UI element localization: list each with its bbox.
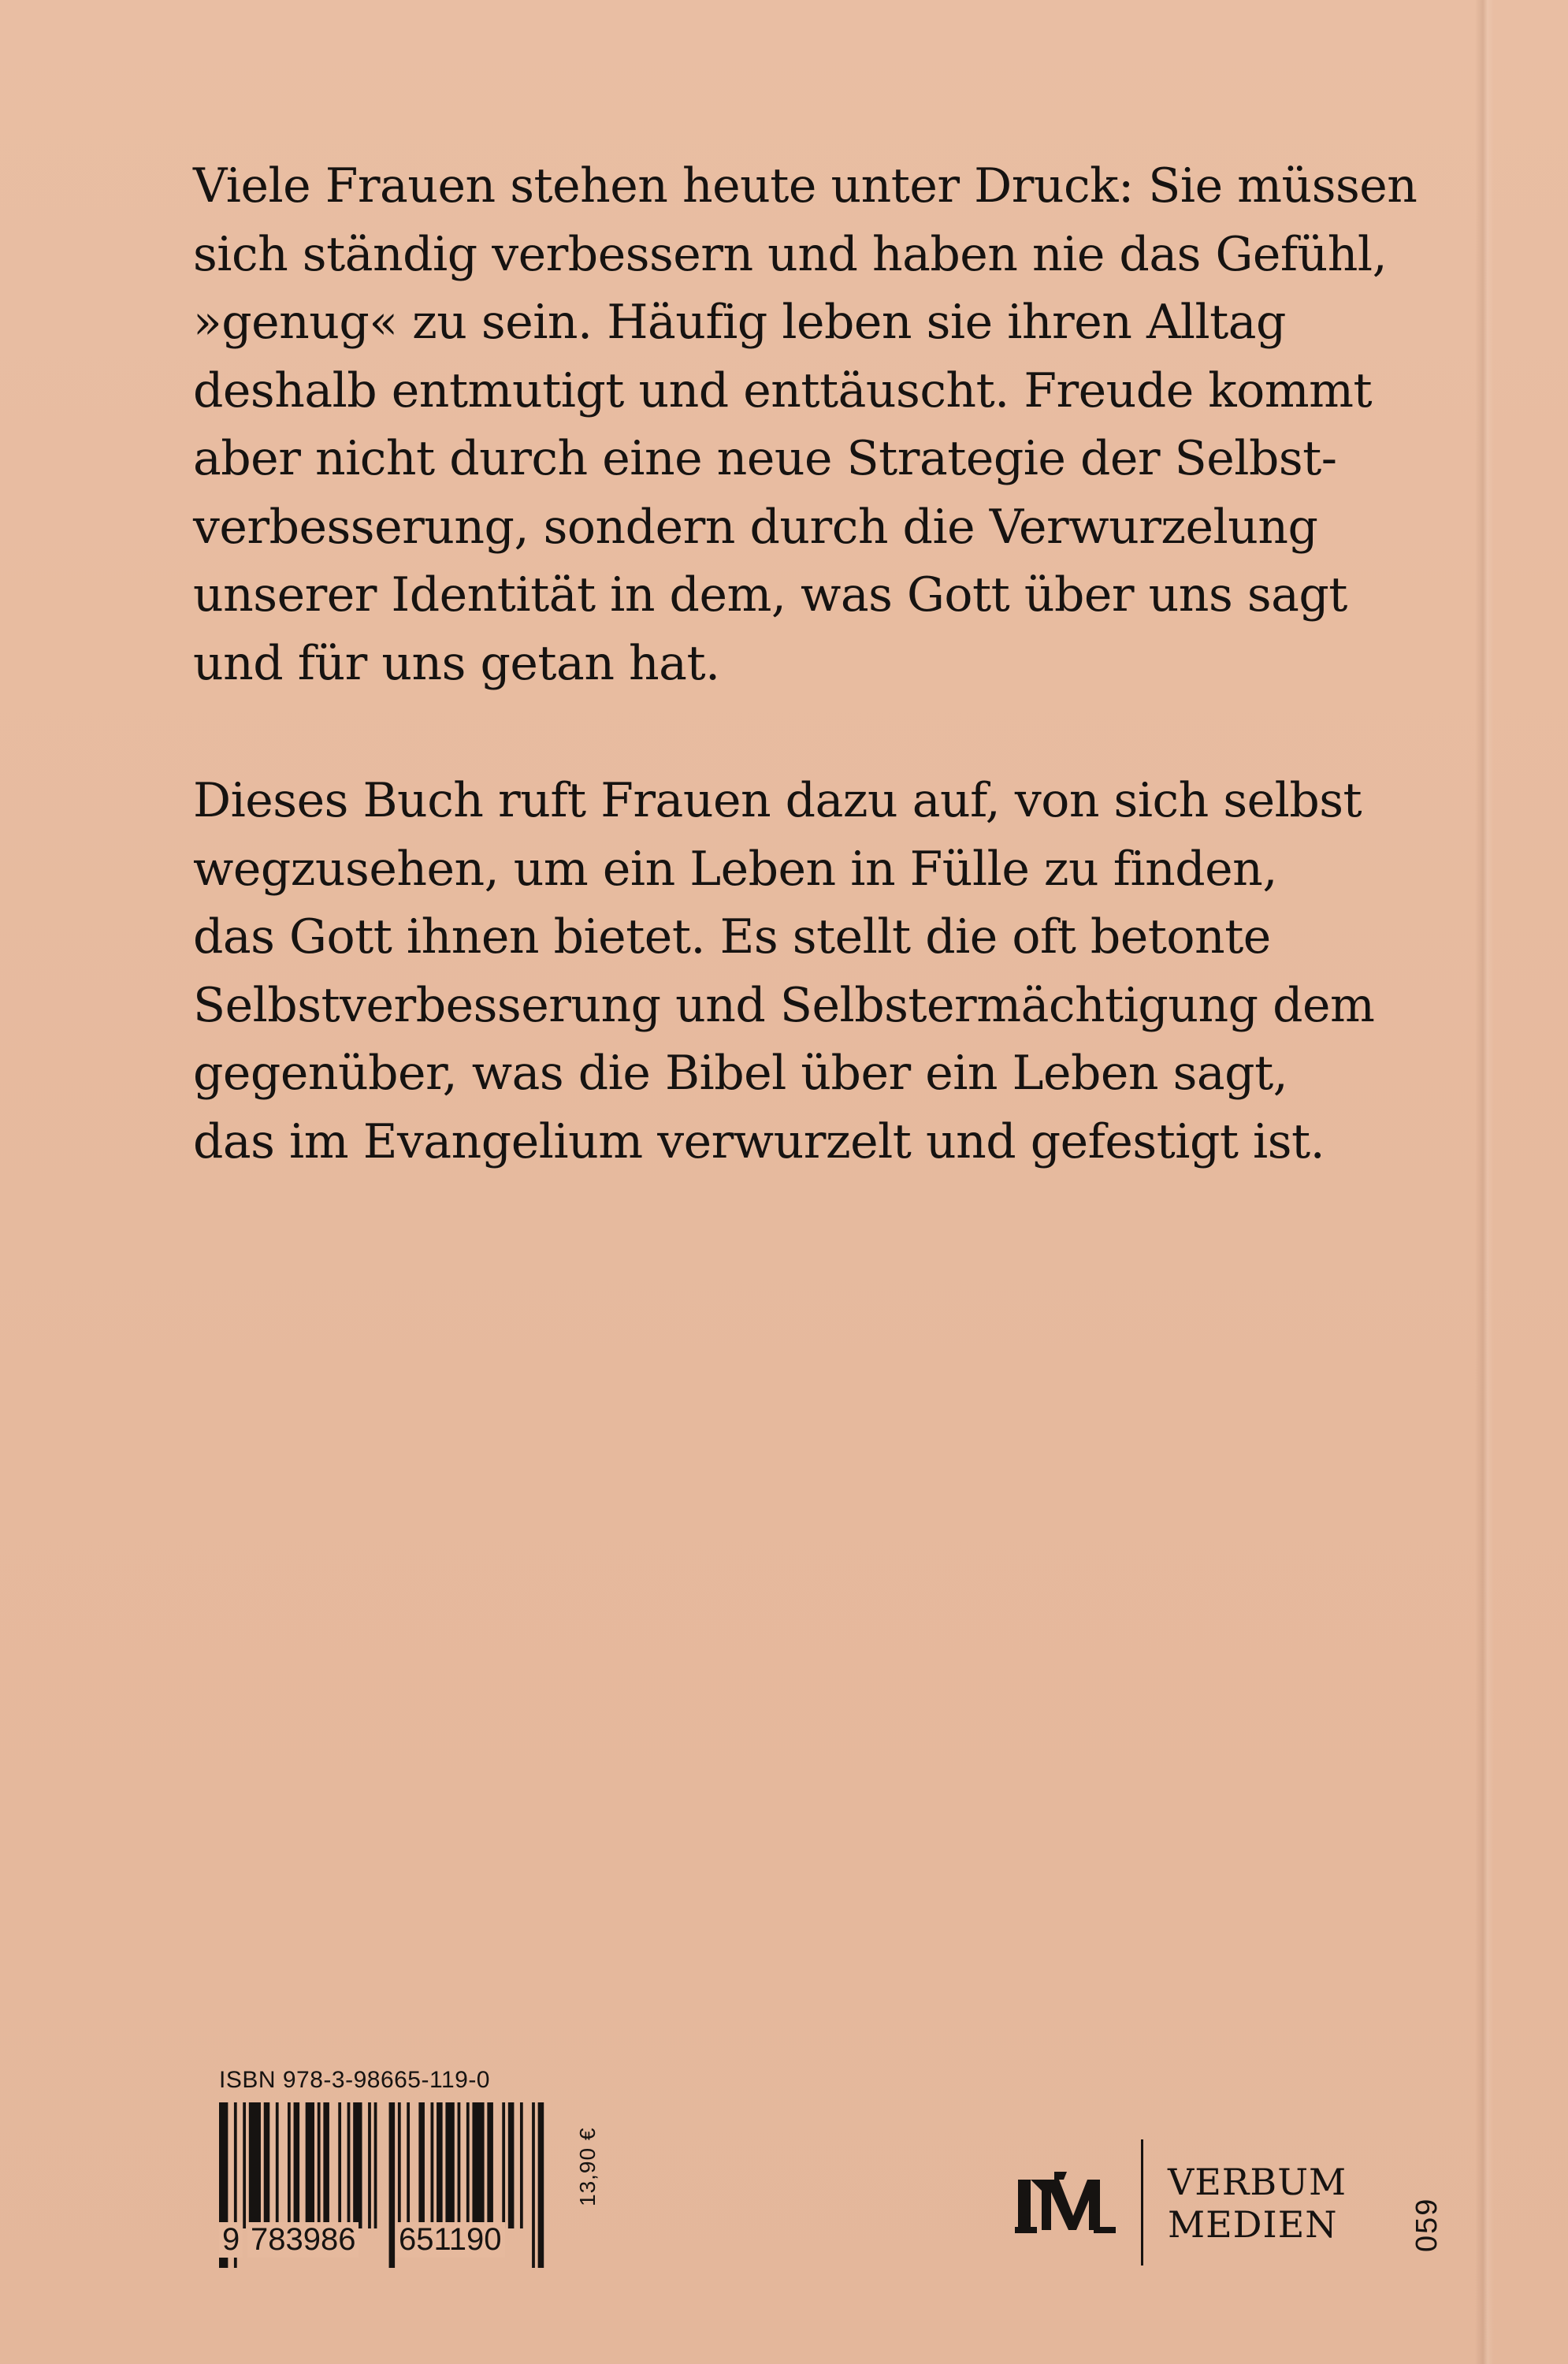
barcode-digit-group-left: 783986 — [247, 2222, 359, 2258]
blurb-paragraph-1 — [193, 152, 1418, 697]
barcode-bar — [353, 2102, 362, 2228]
blurb-line: wegzusehen, um ein Leben in Fülle zu finden, — [193, 841, 1277, 897]
barcode-bar — [323, 2102, 329, 2228]
barcode-bar — [276, 2102, 279, 2228]
barcode-bar — [306, 2102, 314, 2228]
barcode-bar — [264, 2102, 270, 2228]
barcode-bar — [466, 2102, 470, 2228]
blurb-line: und für uns getan hat. — [193, 635, 720, 691]
barcode-bar — [508, 2102, 515, 2228]
barcode-bar — [418, 2102, 425, 2228]
publisher-line-1: VERBUM — [1168, 2161, 1347, 2203]
barcode-bar — [347, 2102, 351, 2228]
vm-monogram-icon — [1015, 2169, 1117, 2239]
blurb-line: Viele Frauen stehen heute unter Druck: Sie müssen — [193, 158, 1418, 214]
barcode-bar — [249, 2102, 261, 2228]
barcode-bar — [458, 2102, 461, 2228]
blurb-line: das im Evangelium verwurzelt und gefestigt ist. — [193, 1113, 1325, 1169]
series-number: 059 — [1410, 2197, 1444, 2252]
blurb-paragraph-2 — [193, 767, 1375, 1176]
barcode-bar — [445, 2102, 454, 2228]
publisher-line-2: MEDIEN — [1168, 2203, 1338, 2246]
barcode-bar — [318, 2102, 321, 2228]
spine-edge — [1475, 0, 1568, 2364]
barcode-bar — [431, 2102, 434, 2228]
barcode-bar — [368, 2102, 371, 2228]
barcode-bar — [288, 2102, 291, 2228]
publisher-wordmark — [1168, 2161, 1347, 2246]
price-label: 13,90 € — [575, 2127, 600, 2206]
blurb-line: deshalb entmutigt und enttäuscht. Freude kommt — [193, 362, 1373, 418]
blurb-line: unserer Identität in dem, was Gott über uns sagt — [193, 567, 1347, 623]
barcode-bar — [398, 2102, 401, 2228]
barcode-digit-group-right: 651190 — [396, 2222, 505, 2258]
barcode-bar — [294, 2102, 300, 2228]
barcode-bar — [243, 2102, 246, 2228]
barcode-bar — [520, 2102, 523, 2228]
isbn-label: ISBN 978-3-98665-119-0 — [219, 2067, 490, 2093]
barcode-digits — [219, 2222, 550, 2262]
barcode-bar — [502, 2102, 505, 2228]
barcode-bar — [472, 2102, 484, 2228]
blurb-line: Dieses Buch ruft Frauen dazu auf, von sich selbst — [193, 773, 1362, 828]
blurb-line: gegenüber, was die Bibel über ein Leben sagt, — [193, 1046, 1288, 1101]
barcode-bar — [407, 2102, 410, 2228]
blurb-line: verbesserung, sondern durch die Verwurzelung — [193, 499, 1318, 555]
barcode-digit-lead: 9 — [219, 2222, 243, 2258]
blurb-line: »genug« zu sein. Häufig leben sie ihren Alltag — [193, 295, 1286, 350]
barcode-bar — [437, 2102, 443, 2228]
logo-divider — [1141, 2139, 1143, 2266]
blurb-line: Selbstverbesserung und Selbstermächtigung dem — [193, 977, 1375, 1033]
barcode-bar — [338, 2102, 341, 2228]
blurb-line: aber nicht durch eine neue Strategie der Selbst- — [193, 431, 1337, 486]
barcode-bar — [487, 2102, 493, 2228]
blurb-line: sich ständig verbessern und haben nie das Gefühl, — [193, 226, 1388, 282]
barcode-bar — [374, 2102, 377, 2228]
blurb-line: das Gott ihnen bietet. Es stellt die oft betonte — [193, 909, 1271, 965]
